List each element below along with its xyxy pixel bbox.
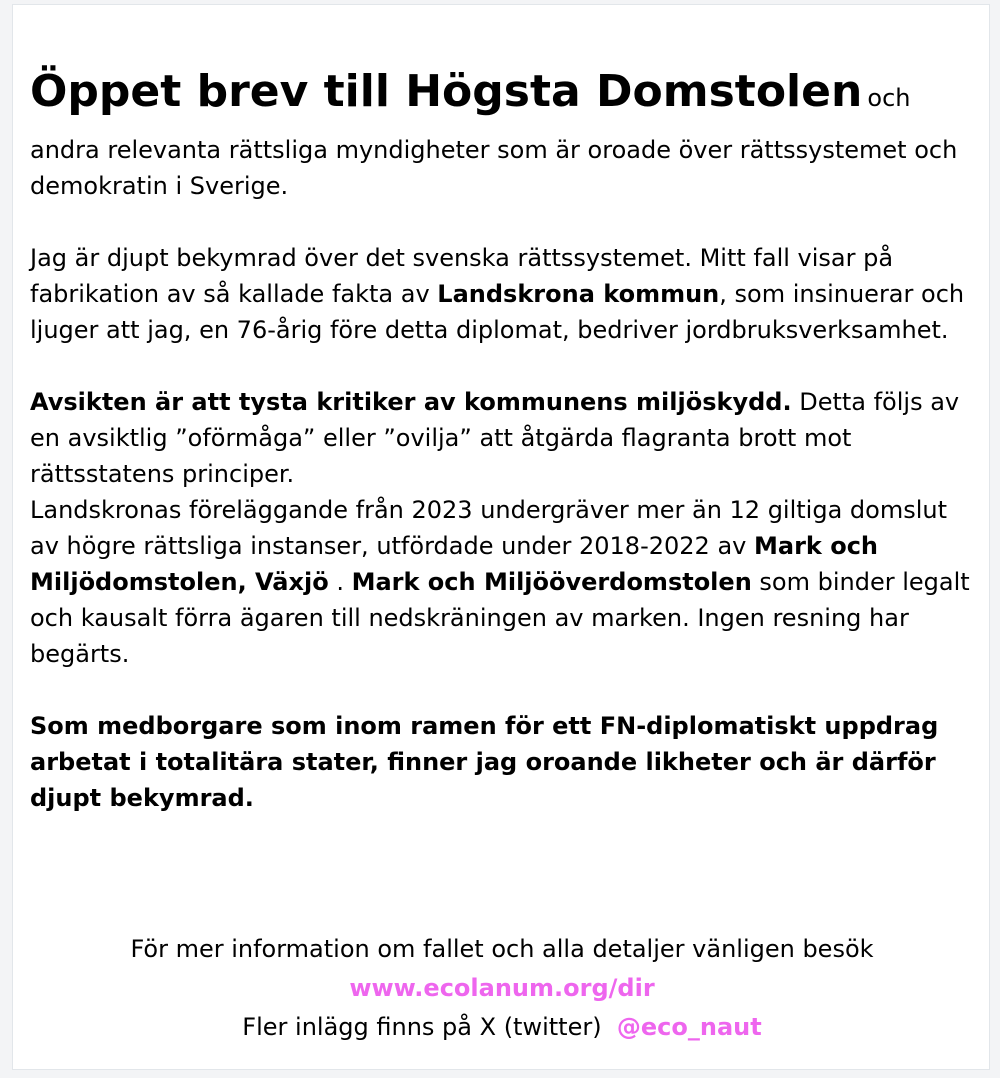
letter-body <box>30 61 980 816</box>
footer-social <box>13 1008 991 1047</box>
footer-info-text: För mer information om fallet och alla detaljer vänligen besök <box>130 935 874 963</box>
letter-title <box>30 61 980 132</box>
letter-card <box>12 4 990 1070</box>
paragraph-1-rest: , som insinuerar och ljuger att jag, en 76-årig före detta diplomat, bedriver jordbruksverksamhet. <box>30 280 965 344</box>
paragraph-3 <box>30 492 980 672</box>
paragraph-1 <box>30 240 980 348</box>
paragraph-4-bold: Som medborgare som inom ramen för ett FN-diplomatiskt uppdrag arbetat i totalitära stater, finner jag oroande likheter och är därför djupt bekymrad. <box>30 712 939 812</box>
intro-text: andra relevanta rättsliga myndigheter som är oroade över rättssystemet och demokratin i Sverige. <box>30 136 958 200</box>
title-bold: Öppet brev till Högsta Domstolen <box>30 66 863 117</box>
paragraph-1-text: Jag är djupt bekymrad över det svenska rättssystemet. Mitt fall visar på fabrikation av så kallade fakta av <box>30 244 894 308</box>
footer-social-text: Fler inlägg finns på X (twitter) <box>242 1013 602 1041</box>
paragraph-2-bold: Avsikten är att tysta kritiker av kommunens miljöskydd. <box>30 388 792 416</box>
court-name-2: Mark och Miljööverdomstolen <box>351 568 752 596</box>
twitter-handle-link[interactable]: @eco_naut <box>616 1013 762 1041</box>
paragraph-2 <box>30 384 980 492</box>
court-name-1: Mark och Miljödomstolen, Växjö <box>30 532 879 596</box>
paragraph-3-rest: som binder legalt och kausalt förra ägaren till nedskräningen av marken. Ingen resning har begärts. <box>30 568 970 668</box>
paragraph-4 <box>30 708 980 816</box>
landskrona-kommun: Landskrona kommun <box>437 280 720 308</box>
paragraph-3-sep: . <box>328 568 352 596</box>
website-link[interactable]: www.ecolanum.org/dir <box>349 974 655 1002</box>
title-rest: och <box>867 84 911 112</box>
paragraph-2-text: Detta följs av en avsiktlig ”oförmåga” eller ”ovilja” att åtgärda flagranta brott mot rättsstatens principer. <box>30 388 960 488</box>
paragraph-3-text: Landskronas föreläggande från 2023 undergräver mer än 12 giltiga domslut av högre rättsliga instanser, utfördade under 2018-2022 av <box>30 496 948 560</box>
footer <box>13 930 991 1047</box>
